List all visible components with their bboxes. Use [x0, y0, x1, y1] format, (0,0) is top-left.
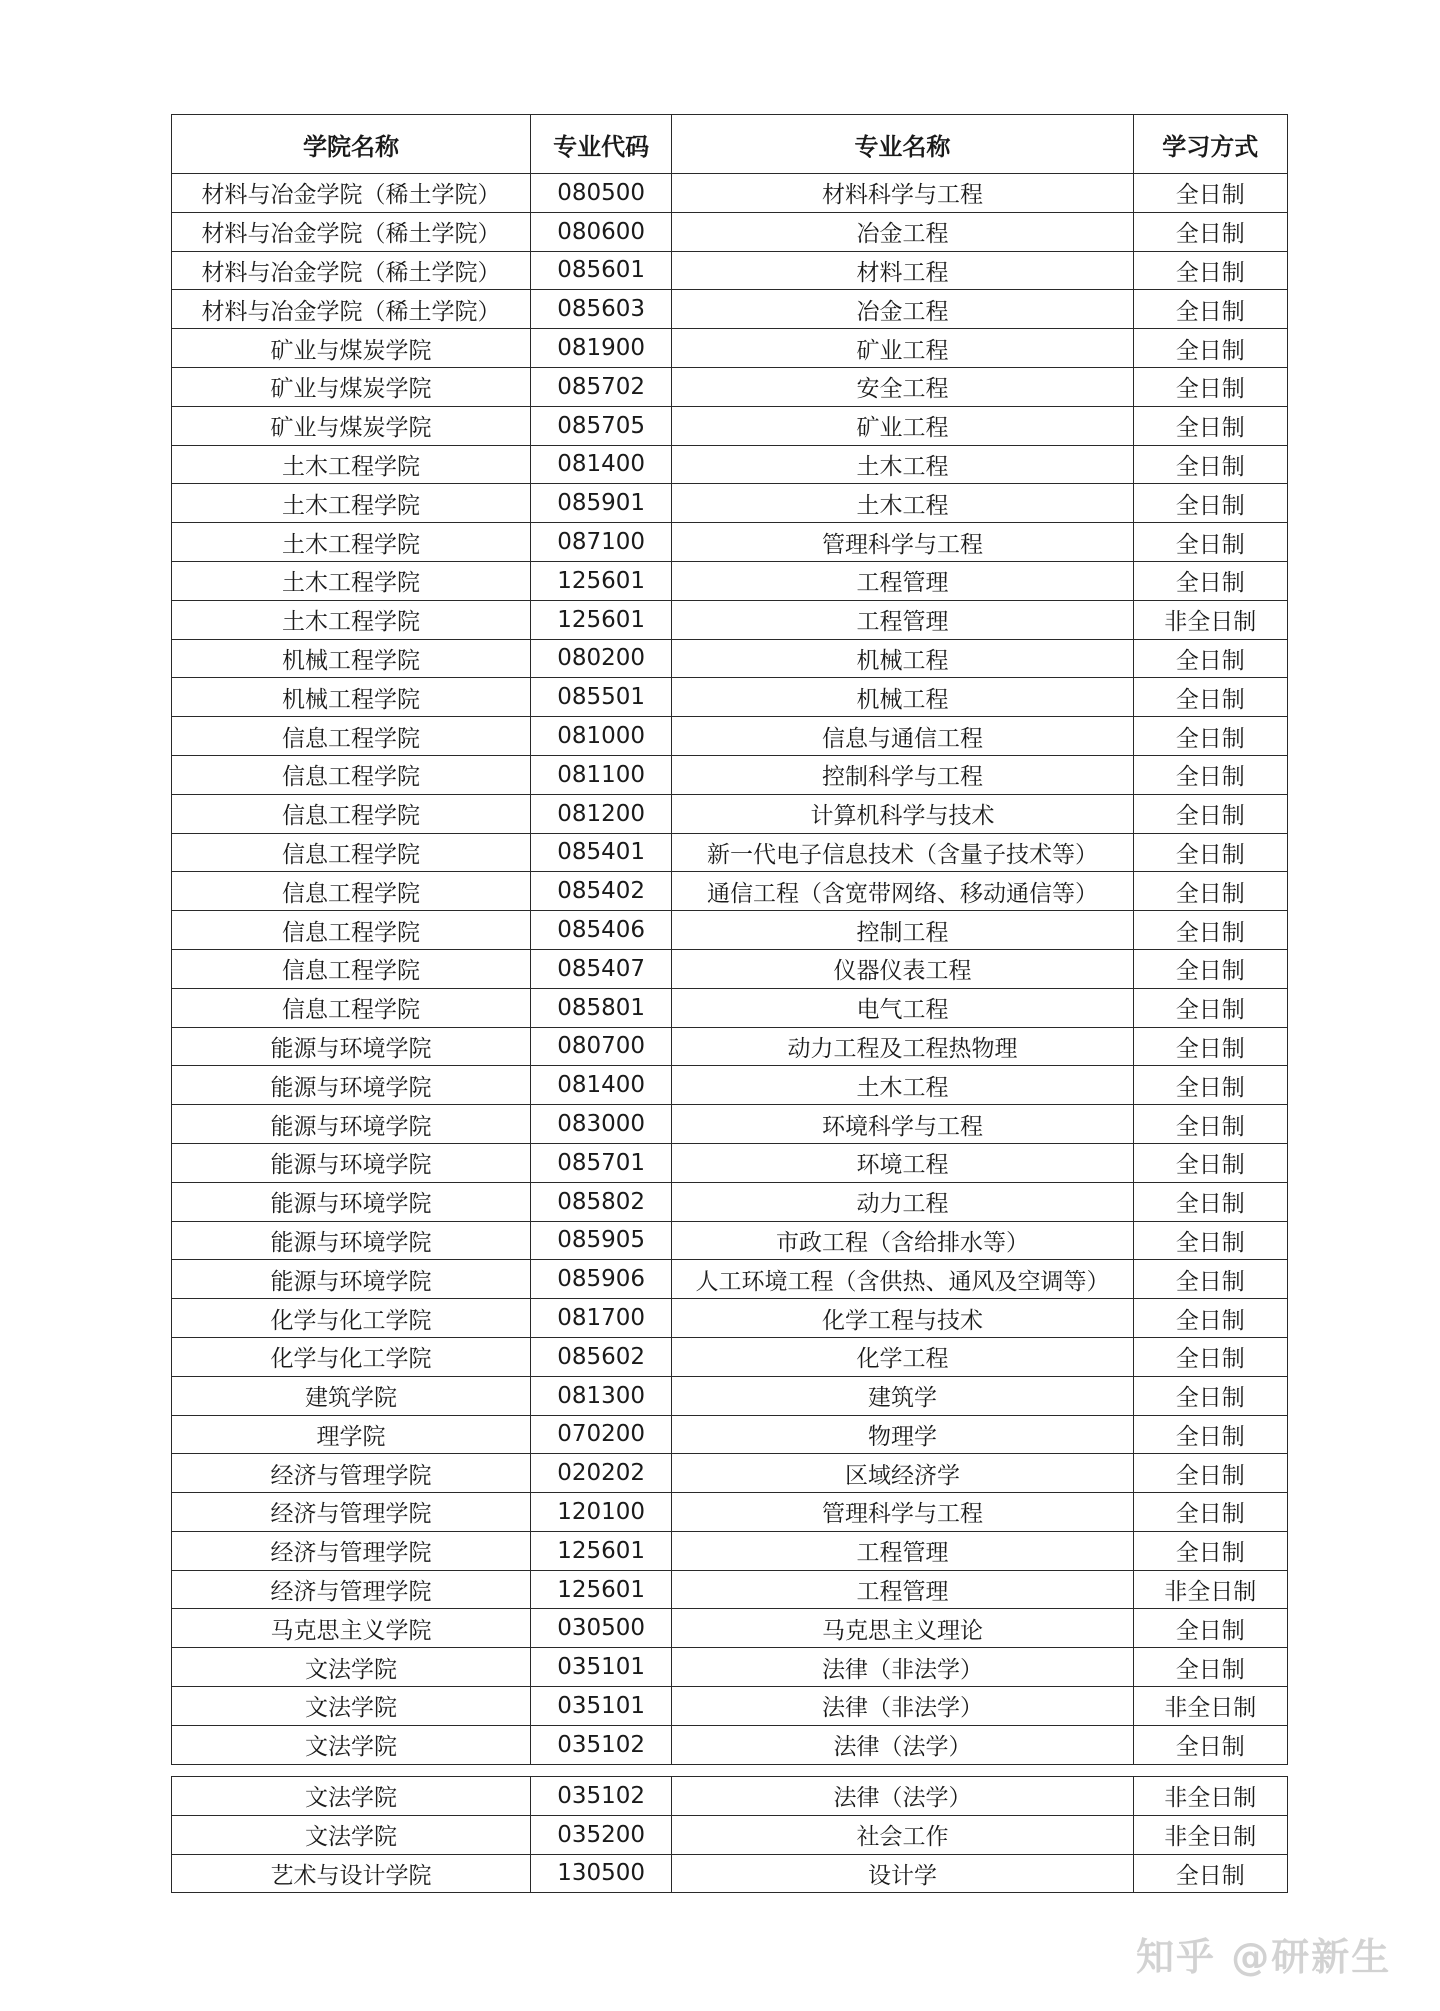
code-cell: 081200	[530, 794, 671, 833]
mode-cell: 全日制	[1133, 755, 1287, 794]
table-row	[172, 678, 1288, 717]
table-row	[172, 174, 1288, 213]
major-cell: 工程管理	[672, 600, 1133, 639]
major-cell: 工程管理	[672, 1531, 1133, 1570]
watermark: 知乎 @研新生	[1136, 1935, 1392, 1979]
code-cell: 070200	[530, 1415, 671, 1454]
code-cell: 080500	[530, 174, 671, 213]
table-row	[172, 1143, 1288, 1182]
code-cell: 085701	[530, 1143, 671, 1182]
table-row	[172, 1299, 1288, 1338]
table-row	[172, 1182, 1288, 1221]
mode-cell: 全日制	[1133, 833, 1287, 872]
table-row	[172, 988, 1288, 1027]
mode-cell: 全日制	[1133, 1337, 1287, 1376]
table-header-row	[172, 115, 1288, 174]
major-cell: 区域经济学	[672, 1454, 1133, 1493]
college-cell: 能源与环境学院	[172, 1182, 531, 1221]
code-cell: 087100	[530, 523, 671, 562]
major-cell: 矿业工程	[672, 329, 1133, 368]
code-cell: 081400	[530, 445, 671, 484]
major-cell: 市政工程（含给排水等）	[672, 1221, 1133, 1260]
college-cell: 机械工程学院	[172, 678, 531, 717]
code-cell: 085401	[530, 833, 671, 872]
mode-cell: 全日制	[1133, 290, 1287, 329]
mode-cell: 全日制	[1133, 678, 1287, 717]
college-cell: 经济与管理学院	[172, 1493, 531, 1532]
mode-cell: 全日制	[1133, 988, 1287, 1027]
table-row	[172, 1609, 1288, 1648]
mode-cell: 非全日制	[1133, 1687, 1287, 1726]
mode-cell: 全日制	[1133, 1725, 1287, 1764]
mode-cell: 全日制	[1133, 911, 1287, 950]
major-cell: 环境工程	[672, 1143, 1133, 1182]
major-cell: 土木工程	[672, 445, 1133, 484]
major-cell: 工程管理	[672, 1570, 1133, 1609]
code-cell: 125601	[530, 600, 671, 639]
major-cell: 化学工程	[672, 1337, 1133, 1376]
major-cell: 安全工程	[672, 367, 1133, 406]
college-cell: 材料与冶金学院（稀土学院）	[172, 174, 531, 213]
major-cell: 控制科学与工程	[672, 755, 1133, 794]
header-major: 专业名称	[672, 115, 1133, 174]
code-cell: 125601	[530, 1531, 671, 1570]
college-cell: 建筑学院	[172, 1376, 531, 1415]
table-row	[172, 367, 1288, 406]
code-cell: 085901	[530, 484, 671, 523]
college-cell: 信息工程学院	[172, 755, 531, 794]
mode-cell: 全日制	[1133, 1299, 1287, 1338]
major-cell: 化学工程与技术	[672, 1299, 1133, 1338]
code-cell: 085905	[530, 1221, 671, 1260]
code-cell: 085705	[530, 406, 671, 445]
college-cell: 经济与管理学院	[172, 1570, 531, 1609]
college-cell: 艺术与设计学院	[172, 1854, 531, 1893]
college-cell: 文法学院	[172, 1815, 531, 1854]
major-cell: 设计学	[672, 1854, 1133, 1893]
table-row	[172, 1854, 1288, 1893]
college-cell: 土木工程学院	[172, 484, 531, 523]
table-row	[172, 484, 1288, 523]
mode-cell: 全日制	[1133, 406, 1287, 445]
college-cell: 能源与环境学院	[172, 1066, 531, 1105]
table-row	[172, 1648, 1288, 1687]
major-cell: 社会工作	[672, 1815, 1133, 1854]
code-cell: 085406	[530, 911, 671, 950]
code-cell: 085501	[530, 678, 671, 717]
mode-cell: 全日制	[1133, 794, 1287, 833]
major-cell: 土木工程	[672, 1066, 1133, 1105]
table-row	[172, 1415, 1288, 1454]
table-row	[172, 445, 1288, 484]
table-row	[172, 561, 1288, 600]
majors-table	[171, 114, 1288, 1765]
mode-cell: 全日制	[1133, 1143, 1287, 1182]
code-cell: 081300	[530, 1376, 671, 1415]
major-cell: 新一代电子信息技术（含量子技术等）	[672, 833, 1133, 872]
code-cell: 085906	[530, 1260, 671, 1299]
code-cell: 035200	[530, 1815, 671, 1854]
college-cell: 信息工程学院	[172, 949, 531, 988]
major-cell: 人工环境工程（含供热、通风及空调等）	[672, 1260, 1133, 1299]
college-cell: 化学与化工学院	[172, 1299, 531, 1338]
major-cell: 动力工程	[672, 1182, 1133, 1221]
college-cell: 矿业与煤炭学院	[172, 367, 531, 406]
major-cell: 建筑学	[672, 1376, 1133, 1415]
header-code: 专业代码	[530, 115, 671, 174]
code-cell: 085601	[530, 251, 671, 290]
major-cell: 管理科学与工程	[672, 1493, 1133, 1532]
mode-cell: 全日制	[1133, 1182, 1287, 1221]
code-cell: 085402	[530, 872, 671, 911]
majors-table-continuation	[171, 1776, 1288, 1893]
mode-cell: 全日制	[1133, 1609, 1287, 1648]
table-row	[172, 251, 1288, 290]
code-cell: 125601	[530, 1570, 671, 1609]
code-cell: 085702	[530, 367, 671, 406]
college-cell: 信息工程学院	[172, 872, 531, 911]
mode-cell: 非全日制	[1133, 1570, 1287, 1609]
college-cell: 能源与环境学院	[172, 1221, 531, 1260]
table-row	[172, 1725, 1288, 1764]
code-cell: 085802	[530, 1182, 671, 1221]
mode-cell: 全日制	[1133, 329, 1287, 368]
college-cell: 能源与环境学院	[172, 1260, 531, 1299]
mode-cell: 全日制	[1133, 1854, 1287, 1893]
major-cell: 冶金工程	[672, 212, 1133, 251]
major-cell: 电气工程	[672, 988, 1133, 1027]
mode-cell: 全日制	[1133, 1415, 1287, 1454]
code-cell: 085603	[530, 290, 671, 329]
major-cell: 动力工程及工程热物理	[672, 1027, 1133, 1066]
major-cell: 通信工程（含宽带网络、移动通信等）	[672, 872, 1133, 911]
code-cell: 081900	[530, 329, 671, 368]
mode-cell: 非全日制	[1133, 600, 1287, 639]
mode-cell: 全日制	[1133, 484, 1287, 523]
table-row	[172, 639, 1288, 678]
table-row	[172, 329, 1288, 368]
code-cell: 080600	[530, 212, 671, 251]
college-cell: 马克思主义学院	[172, 1609, 531, 1648]
major-cell: 计算机科学与技术	[672, 794, 1133, 833]
college-cell: 材料与冶金学院（稀土学院）	[172, 290, 531, 329]
code-cell: 035101	[530, 1687, 671, 1726]
college-cell: 矿业与煤炭学院	[172, 406, 531, 445]
mode-cell: 全日制	[1133, 949, 1287, 988]
major-cell: 马克思主义理论	[672, 1609, 1133, 1648]
table-row	[172, 1376, 1288, 1415]
code-cell: 081000	[530, 717, 671, 756]
table-row	[172, 1493, 1288, 1532]
college-cell: 文法学院	[172, 1777, 531, 1816]
major-cell: 法律（法学）	[672, 1777, 1133, 1816]
mode-cell: 全日制	[1133, 212, 1287, 251]
major-cell: 机械工程	[672, 678, 1133, 717]
code-cell: 081400	[530, 1066, 671, 1105]
table-row	[172, 1027, 1288, 1066]
table-row	[172, 833, 1288, 872]
mode-cell: 全日制	[1133, 1260, 1287, 1299]
college-cell: 文法学院	[172, 1687, 531, 1726]
table-row	[172, 949, 1288, 988]
code-cell: 035102	[530, 1725, 671, 1764]
table-row	[172, 290, 1288, 329]
major-cell: 环境科学与工程	[672, 1105, 1133, 1144]
mode-cell: 全日制	[1133, 1221, 1287, 1260]
major-cell: 冶金工程	[672, 290, 1133, 329]
college-cell: 土木工程学院	[172, 523, 531, 562]
college-cell: 信息工程学院	[172, 911, 531, 950]
mode-cell: 全日制	[1133, 1531, 1287, 1570]
code-cell: 035101	[530, 1648, 671, 1687]
college-cell: 材料与冶金学院（稀土学院）	[172, 251, 531, 290]
college-cell: 经济与管理学院	[172, 1454, 531, 1493]
mode-cell: 全日制	[1133, 251, 1287, 290]
code-cell: 020202	[530, 1454, 671, 1493]
table-row	[172, 1687, 1288, 1726]
code-cell: 081700	[530, 1299, 671, 1338]
college-cell: 化学与化工学院	[172, 1337, 531, 1376]
college-cell: 经济与管理学院	[172, 1531, 531, 1570]
mode-cell: 全日制	[1133, 1454, 1287, 1493]
code-cell: 085801	[530, 988, 671, 1027]
major-cell: 仪器仪表工程	[672, 949, 1133, 988]
table-row	[172, 1531, 1288, 1570]
mode-cell: 全日制	[1133, 639, 1287, 678]
table-row	[172, 1337, 1288, 1376]
mode-cell: 全日制	[1133, 445, 1287, 484]
code-cell: 125601	[530, 561, 671, 600]
mode-cell: 非全日制	[1133, 1815, 1287, 1854]
table-row	[172, 212, 1288, 251]
college-cell: 机械工程学院	[172, 639, 531, 678]
mode-cell: 全日制	[1133, 1105, 1287, 1144]
code-cell: 080200	[530, 639, 671, 678]
table-row	[172, 1777, 1288, 1816]
major-cell: 信息与通信工程	[672, 717, 1133, 756]
mode-cell: 非全日制	[1133, 1777, 1287, 1816]
table-row	[172, 1221, 1288, 1260]
college-cell: 文法学院	[172, 1648, 531, 1687]
code-cell: 080700	[530, 1027, 671, 1066]
major-cell: 法律（非法学）	[672, 1648, 1133, 1687]
college-cell: 能源与环境学院	[172, 1143, 531, 1182]
code-cell: 035102	[530, 1777, 671, 1816]
table-row	[172, 1570, 1288, 1609]
code-cell: 081100	[530, 755, 671, 794]
college-cell: 矿业与煤炭学院	[172, 329, 531, 368]
major-cell: 物理学	[672, 1415, 1133, 1454]
header-college: 学院名称	[172, 115, 531, 174]
code-cell: 130500	[530, 1854, 671, 1893]
major-cell: 法律（非法学）	[672, 1687, 1133, 1726]
mode-cell: 全日制	[1133, 523, 1287, 562]
major-cell: 材料科学与工程	[672, 174, 1133, 213]
mode-cell: 全日制	[1133, 717, 1287, 756]
college-cell: 信息工程学院	[172, 988, 531, 1027]
table-row	[172, 1815, 1288, 1854]
college-cell: 信息工程学院	[172, 717, 531, 756]
mode-cell: 全日制	[1133, 872, 1287, 911]
major-cell: 材料工程	[672, 251, 1133, 290]
college-cell: 信息工程学院	[172, 794, 531, 833]
mode-cell: 全日制	[1133, 1648, 1287, 1687]
table-row	[172, 523, 1288, 562]
college-cell: 土木工程学院	[172, 445, 531, 484]
code-cell: 120100	[530, 1493, 671, 1532]
mode-cell: 全日制	[1133, 1027, 1287, 1066]
college-cell: 土木工程学院	[172, 600, 531, 639]
college-cell: 能源与环境学院	[172, 1027, 531, 1066]
code-cell: 030500	[530, 1609, 671, 1648]
code-cell: 085602	[530, 1337, 671, 1376]
header-mode: 学习方式	[1133, 115, 1287, 174]
major-cell: 土木工程	[672, 484, 1133, 523]
college-cell: 文法学院	[172, 1725, 531, 1764]
mode-cell: 全日制	[1133, 1376, 1287, 1415]
code-cell: 085407	[530, 949, 671, 988]
table-row	[172, 755, 1288, 794]
table-row	[172, 1105, 1288, 1144]
mode-cell: 全日制	[1133, 1066, 1287, 1105]
table-row	[172, 872, 1288, 911]
table-row	[172, 911, 1288, 950]
major-cell: 管理科学与工程	[672, 523, 1133, 562]
code-cell: 083000	[530, 1105, 671, 1144]
mode-cell: 全日制	[1133, 1493, 1287, 1532]
major-cell: 机械工程	[672, 639, 1133, 678]
table-row	[172, 406, 1288, 445]
table-row	[172, 600, 1288, 639]
table-row	[172, 1260, 1288, 1299]
major-cell: 矿业工程	[672, 406, 1133, 445]
table-row	[172, 1454, 1288, 1493]
major-cell: 工程管理	[672, 561, 1133, 600]
college-cell: 信息工程学院	[172, 833, 531, 872]
table-row	[172, 794, 1288, 833]
major-cell: 控制工程	[672, 911, 1133, 950]
table-row	[172, 1066, 1288, 1105]
major-cell: 法律（法学）	[672, 1725, 1133, 1764]
mode-cell: 全日制	[1133, 367, 1287, 406]
college-cell: 材料与冶金学院（稀土学院）	[172, 212, 531, 251]
mode-cell: 全日制	[1133, 174, 1287, 213]
mode-cell: 全日制	[1133, 561, 1287, 600]
college-cell: 能源与环境学院	[172, 1105, 531, 1144]
college-cell: 理学院	[172, 1415, 531, 1454]
college-cell: 土木工程学院	[172, 561, 531, 600]
table-row	[172, 717, 1288, 756]
